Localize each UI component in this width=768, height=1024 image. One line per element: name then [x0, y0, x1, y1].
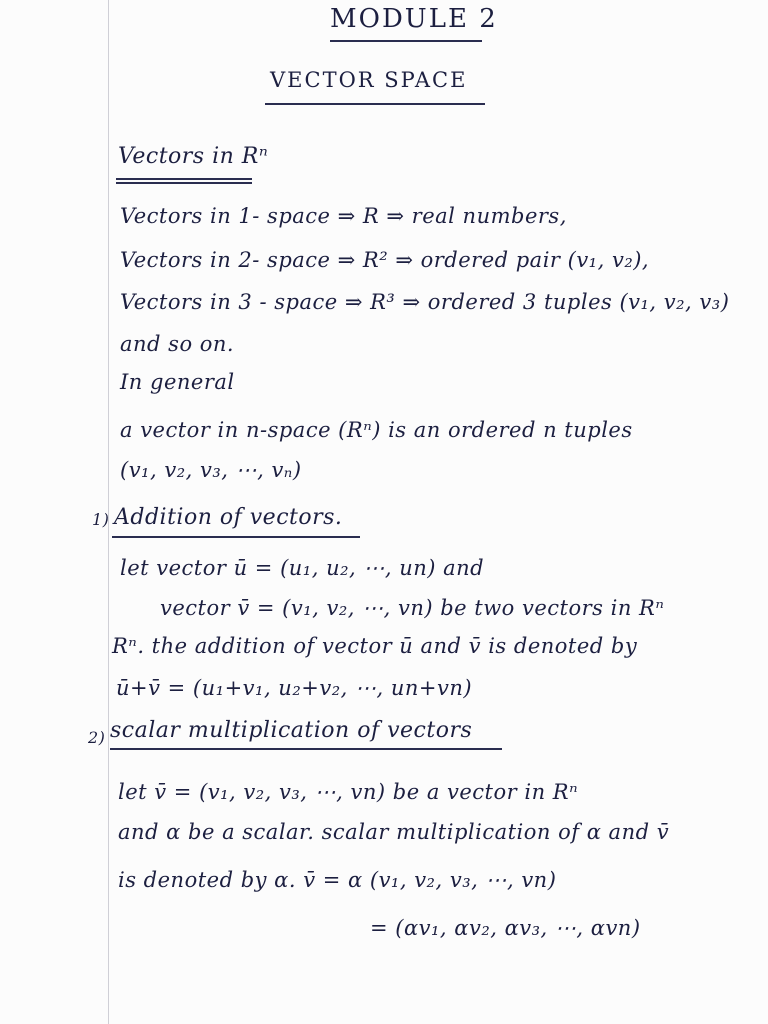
- text-line: let v̄ = (v₁, v₂, v₃, ⋯, vn) be a vector in Rⁿ: [118, 780, 579, 804]
- text-line: Vectors in 1- space ⇒ R ⇒ real numbers,: [120, 204, 567, 228]
- section-heading-underline: [112, 536, 360, 538]
- text-line: Vectors in 3 - space ⇒ R³ ⇒ ordered 3 tuples (v₁, v₂, v₃): [120, 290, 730, 314]
- text-line: is denoted by α. v̄ = α (v₁, v₂, v₃, ⋯, vn): [118, 868, 557, 892]
- text-line: and so on.: [120, 332, 235, 356]
- text-line: and α be a scalar. scalar multiplication of α and v̄: [118, 820, 670, 844]
- vector-space-underline: [265, 103, 485, 105]
- text-line: = (αv₁, αv₂, αv₃, ⋯, αvn): [370, 916, 641, 940]
- text-line: (v₁, v₂, v₃, ⋯, vₙ): [120, 458, 302, 482]
- text-line: ū+v̄ = (u₁+v₁, u₂+v₂, ⋯, un+vn): [116, 676, 473, 700]
- module-title: MODULE 2: [330, 4, 498, 34]
- text-line: Vectors in 2- space ⇒ R² ⇒ ordered pair (v₁, v₂),: [120, 248, 650, 272]
- text-line: In general: [120, 370, 235, 394]
- section-heading-addition: Addition of vectors.: [114, 505, 343, 530]
- text-line: a vector in n-space (Rⁿ) is an ordered n tuples: [120, 418, 633, 442]
- section-heading-underline: [116, 178, 252, 180]
- text-line: vector v̄ = (v₁, v₂, ⋯, vn) be two vectors in Rⁿ: [160, 596, 665, 620]
- vector-space-title: VECTOR SPACE: [270, 68, 468, 92]
- section-heading-scalar-multiplication: scalar multiplication of vectors: [110, 718, 473, 743]
- section-heading-vectors-in-rn: Vectors in Rⁿ: [118, 144, 269, 169]
- section-heading-underline-2: [116, 182, 252, 184]
- section-number: 1): [92, 510, 110, 529]
- section-heading-underline: [110, 748, 502, 750]
- section-number: 2): [88, 728, 106, 747]
- text-line: Rⁿ. the addition of vector ū and v̄ is denoted by: [112, 634, 638, 658]
- text-line: let vector ū = (u₁, u₂, ⋯, un) and: [120, 556, 485, 580]
- module-title-underline: [330, 40, 482, 42]
